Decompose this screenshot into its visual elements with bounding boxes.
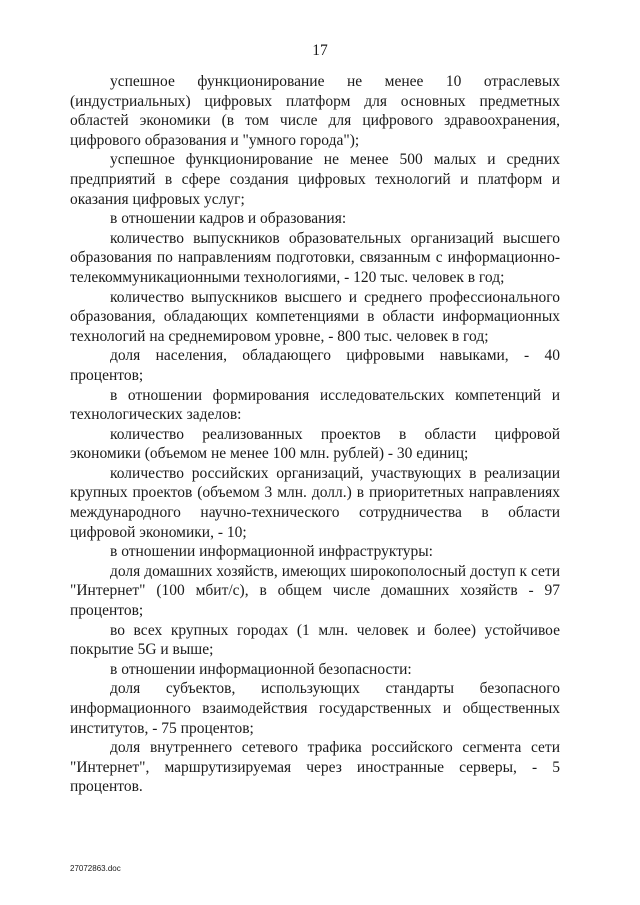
paragraph: количество реализованных проектов в области цифровой экономики (объемом не менее 100 млн. рублей) - 30 единиц; xyxy=(70,425,560,463)
paragraph: успешное функционирование не менее 10 отраслевых (индустриальных) цифровых платформ для основных предметных областей экономики (в том числе для цифрового здравоохранения, цифрового образования и "умного города"); xyxy=(70,73,560,149)
paragraph: доля населения, обладающего цифровыми навыками, - 40 процентов; xyxy=(70,347,560,384)
paragraph: количество выпускников образовательных организаций высшего образования по направлениям подготовки, связанным с информационно-телекоммуникационными технологиями, - 120 тыс. человек в год; xyxy=(70,229,560,286)
paragraph: количество выпускников высшего и среднего профессионального образования, обладающих компетенциями в области информационных технологий на среднемировом уровне, - 800 тыс. человек в год; xyxy=(70,288,560,345)
page-number: 17 xyxy=(312,42,328,59)
paragraph: успешное функционирование не менее 500 малых и средних предприятий в сфере создания цифровых технологий и платформ и оказания цифровых услуг; xyxy=(70,151,560,208)
document-body xyxy=(70,72,560,797)
section-heading: в отношении формирования исследовательских компетенций и технологических заделов: xyxy=(70,386,560,424)
section-heading: в отношении кадров и образования: xyxy=(110,210,347,228)
document-code: 27072863.doc xyxy=(70,864,121,873)
section-heading: в отношении информационной безопасности: xyxy=(110,660,412,678)
paragraph: доля субъектов, использующих стандарты безопасного информационного взаимодействия государственных и общественных институтов, - 75 процентов; xyxy=(70,680,560,737)
paragraph: доля домашних хозяйств, имеющих широкополосный доступ к сети "Интернет" (100 мбит/с), в общем числе домашних хозяйств - 97 процентов; xyxy=(70,562,560,620)
section-heading: в отношении информационной инфраструктуры: xyxy=(110,543,433,561)
paragraph: количество российских организаций, участвующих в реализации крупных проектов (объемом 3 млн. долл.) в приоритетных направлениях международного научно-технического сотрудничества в области цифровой экономики, - 10; xyxy=(70,464,560,541)
paragraph: во всех крупных городах (1 млн. человек и более) устойчивое покрытие 5G и выше; xyxy=(70,621,560,659)
paragraph: доля внутреннего сетевого трафика российского сегмента сети "Интернет", маршрутизируемая через иностранные серверы, - 5 процентов. xyxy=(70,739,560,796)
